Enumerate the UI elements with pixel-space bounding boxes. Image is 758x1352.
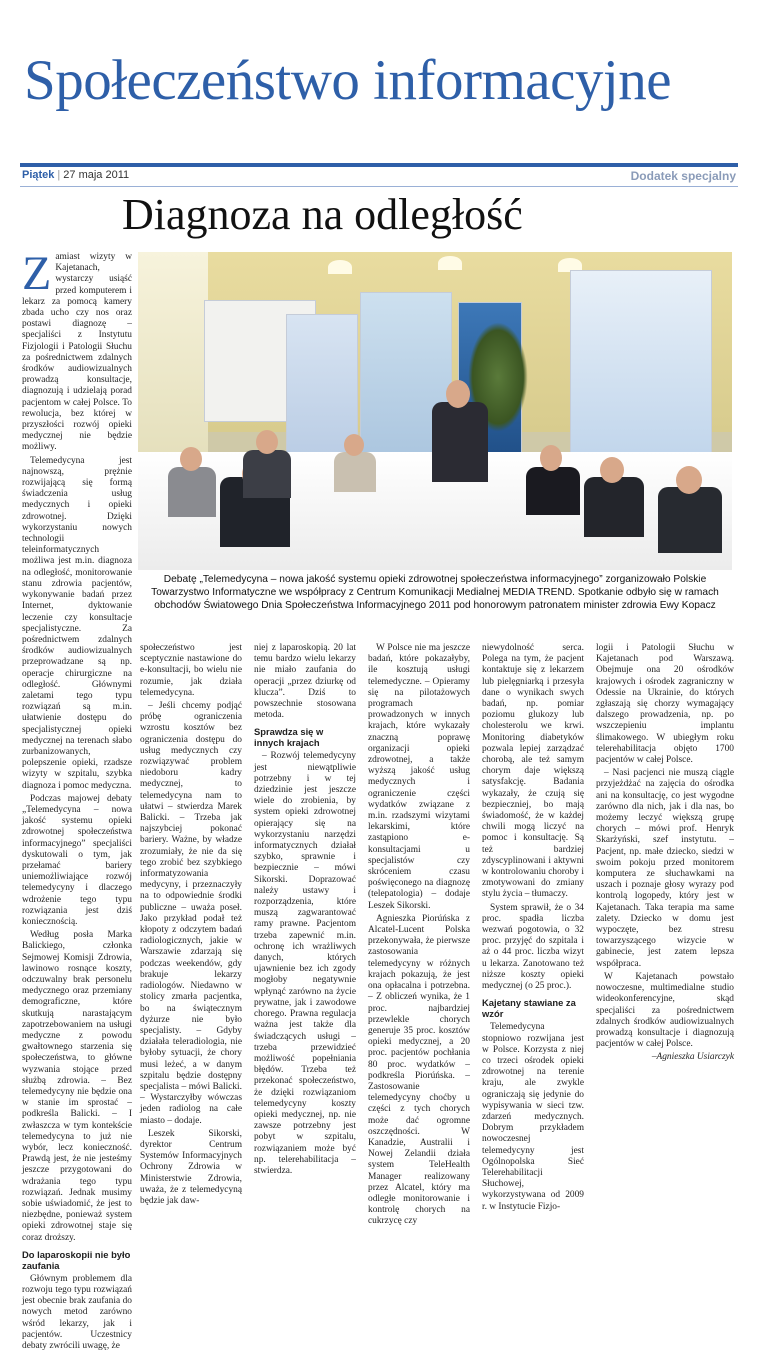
subheading: Do laparoskopii nie było zaufania <box>22 1248 131 1271</box>
article-column-2 <box>140 643 242 1206</box>
panelist <box>334 452 376 492</box>
paragraph: Leszek Sikorski, dyrektor Centrum Systemów Informacyjnych Ochrony Zdrowia w Ministerstwie Zdrowia, uważa, że z telemedycyną będzie jak daw- <box>140 1128 242 1206</box>
supplement-label: Dodatek specjalny <box>630 169 736 183</box>
photo-caption: Debatę „Telemedycyna – nowa jakość systemu opieki zdrowotnej społeczeństwa informacyjnego” zorganizowało Polskie Towarzystwo Informatyczne we współpracy z Centrum Komunikacji Medialnej MEDIA TREND. Spotkanie odbyło się w ramach obchodów Światowego Dnia Społeczeństwa Informacyjnego 2011 pod honorowym patronatem minister zdrowia Ewy Kopacz <box>151 574 719 611</box>
paragraph: Według posła Marka Balickiego, członka Sejmowej Komisji Zdrowia, lawinowo rosnące koszty, odczuwalny brak personelu medycznego oraz przemiany demograficzne, które skutkują narastającym zapotrzebowaniem na usługi medyczne z powodu gwałtownego starzenia się społeczeństwa, to główne wyzwania stojące przed służbą zdrowia. – Bez telemedycyny nie będzie ona w stanie im sprostać – podkreśla Balicki. – I zwłaszcza w tym kontekście telemedycyna to już nie wybór, lecz konieczność. Prawdą jest, że nie jesteśmy jeszcze przygotowani do wdrażania tego typu rozwiązań. Jednak musimy sobie uświadomić, że jest to niezbędne, ponieważ system opieki zdrowotnej staje się coraz droższy. <box>22 930 132 1243</box>
paragraph: System sprawił, że o 34 proc. spadła liczba wezwań pogotowia, o 32 proc. przyjęć do szpitala i aż o 44 proc. liczba wizyt u lekarza. Zanotowano też niższe koszty opieki medycznej (o 25 proc.). <box>482 902 584 992</box>
panelist <box>168 467 216 517</box>
photo-window <box>138 252 208 452</box>
subheading: Kajetany stawiane za wzór <box>482 997 576 1020</box>
panelist <box>243 450 291 498</box>
paragraph: W Kajetanach powstało nowoczesne, multimedialne studio wideokonferencyjne, skąd specjaliści za pośrednictwem zdalnych środków audiowizualnych prowadzą konsultacje i diagnozują pacjentów w całej Polsce. <box>596 971 734 1050</box>
ceiling-lamp-icon <box>328 260 352 274</box>
panelist-head <box>676 466 702 494</box>
paragraph: Podczas majowej debaty „Telemedycyna – nowa jakość systemu opieki zdrowotnej społeczeństwa informacyjnego” specjaliści dyskutowali o tym, jak przełamać bariery uniemożliwiające rozwój telemedycyny i dlaczego wdrożenie tego typu rozwiązania jest dziś koniecznością. <box>22 793 132 927</box>
panelist-head <box>600 457 624 483</box>
subheading: Sprawdza się w innych krajach <box>254 726 324 749</box>
dateline-separator: | <box>57 169 61 181</box>
author-signature: –Agnieszka Usiarczyk <box>651 1052 734 1063</box>
dropcap: Z <box>22 247 52 300</box>
paragraph: W Polsce nie ma jeszcze badań, które pokazałyby, ile kosztują usługi telemedyczne. – Opieramy się na pilotażowych programach prowadzonych w innych krajach, które wykazały znaczną poprawę organizacji opieki zdrowotnej, a także wyższą jakość usług medycznych i ograniczenie części wydatków związane z m.in. rzadszymi wizytami lekarskimi, które zastąpiono e-konsultacjami u specjalistów czy skróceniem czasu poświęconego na diagnozę (telepatologia) – dodaje Leszek Sikorski. <box>368 643 470 911</box>
paragraph: – Jeśli chcemy podjąć próbę ograniczenia wzrostu kosztów bez ograniczenia dostępu do usług medycznych czy rozwiązywać problem niedoboru kadry medycznej, to telemedycyna nam to ułatwi – stwierdza Marek Balicki. – Trzeba jak najszybciej pokonać bariery. Ważne, by władze zrozumiały, że nie da się tego zrobić bez szybkiego informatyzowania medycyny, i przeznaczyły na to odpowiednie środki publiczne – uważa poseł. Jako przykład podał też kłopoty z odczytem badań radiologicznych, jakie w Warszawie zdarzają się podczas weekendów, gdy brakuje lekarzy radiologów. Niedawno w stolicy zmarła pacjentka, bo na świątecznym dyżurze nie było specjalisty. – Gdyby działała teleradiologia, nie byłoby sytuacji, że chory musi leżeć, a w danym szpitalu będzie dostępny specjalista – mówi Balicki. – Wystarczyłby wówczas jeden radiolog na całe miasto – dodaje. <box>140 701 242 1126</box>
article-column-4 <box>368 643 470 1227</box>
speaker-head <box>446 380 470 408</box>
dateline <box>22 169 129 181</box>
article-column-3 <box>254 643 356 1176</box>
dateline-day: Piątek <box>22 169 55 181</box>
debate-photo <box>138 252 732 570</box>
header-rule <box>20 163 738 167</box>
article-column-1 <box>22 247 132 1352</box>
paragraph: amiast wizyty w Kajetanach, wystarczy usiąść przed komputerem i lekarz za pomocą kamery zbada ucho czy nos oraz postawi diagnozę – specjaliści z Instytutu Fizjologii i Patologii Słuchu za pośrednictwem zdalnych środków audiowizualnych prowadzą konsultacje, diagnozują i udzielają porad pacjentom w całej Polsce. To rewolucja, bez której w przyszłości rozwój opieki medycznej nie będzie możliwy. <box>22 252 132 453</box>
panelist-head <box>344 434 364 456</box>
paragraph: niej z laparoskopią. 20 lat temu bardzo wielu lekarzy nie miało zaufania do operacji „przez dziurkę od klucza”. Dziś to powszechnie stosowana metoda. <box>254 643 356 721</box>
paragraph: Agnieszka Piorúńska z Alcatel-Lucent Polska przekonywała, że pierwsze zastosowania telemedycyny w różnych krajach pokazują, że jest ona opłacalna i potrzebna. – Z obliczeń wynika, że 1 proc. najbardziej przewlekle chorych generuje 35 proc. kosztów opieki medycznej, a 20 proc. pacjentów pochłania 80 proc. wydatków – podkreśla Piorúńska. – Zastosowanie telemedycyny choćby u części z tych chorych może dać ogromne oszczędności. W Kanadzie, Australii i Nowej Zelandii działa system TeleHealth Manager realizowany przez Alcatel, który ma odległe monitorowanie i kontrolę chorych na cukrzycę czy <box>368 913 470 1227</box>
paragraph: logii i Patologii Słuchu w Kajetanach pod Warszawą. Obejmuje ona 20 ośrodków krajowych i ośrodek zagraniczny w Odessie na Ukrainie, do których zgłaszają się chorzy wymagający dalszego prowadzenia, np. po wszczepieniu implantu ślimakowego. W ubiegłym roku telerehabilitacja objęto 1700 pacjentów w całej Polsce. <box>596 643 734 766</box>
paragraph: Głównym problemem dla rozwoju tego typu rozwiązań jest obecnie brak zaufania do nowych metod zarówno wśród lekarzy, jak i pacjentów. Uczestnicy debaty zwrócili uwagę, że <box>22 1273 132 1352</box>
paragraph: niewydolność serca. Polega na tym, że pacjent kontaktuje się z lekarzem lub pielęgniarką i przesyła dane o wynikach swych badań, np. pomiar poziomu glukozy lub cholesterolu we krwi. Monitoring diabetyków pozwala lepiej zarządzać chorobą, ale też samym chorym daje większą satysfakcję. Badania wykazały, że czują się bezpieczniej, bo mają świadomość, że w każdej chwili mogą liczyć na pomoc i konsultację. Są też bardziej zdyscyplinowani i aktywni w kontrolowaniu choroby i zmotywowani do zmiany stylu życia – tłumaczy. <box>482 643 584 900</box>
article-column-5 <box>482 643 584 1212</box>
paragraph: – Rozwój telemedycyny jest niewątpliwie potrzebny i w tej dziedzinie jest jeszcze wiele do zrobienia, by system opieki zdrowotnej opierający się na wykorzystaniu narzędzi informatycznych działał szybko, sprawnie i bezpiecznie – mówi Sikorski. Doprazować należy ustawy i rozporządzenia, które muszą zagwarantować ramy prawne. Pacjentom trzeba zapewnić m.in. ochronę ich wrażliwych danych, których ujawnienie bez ich zgody mogłoby negatywnie wpłynąć zarówno na życie prywatne, jak i zawodowe chorego. Prawna regulacja ważna jest także dla świadczących usługi – trzeba przewidzieć możliwość popełniania błędów. Trzeba też przekonać społeczeństwo, że dzięki rozwiązaniom telemedycyny koszty opieki medycznej, np. nie zawsze potrzebny jest pobyt w szpitalu, rozwiązaniem może być np. telerehabilitacja – stwierdza. <box>254 751 356 1176</box>
paragraph: Telemedycyna jest najnowszą, prężnie rozwijającą się formą świadczenia usług medycznych i opieki zdrowotnej. Dzięki wykorzystaniu nowych technologii teleinformatycznych możliwa jest m.in. diagnoza na odległość, monitorowanie stanu zdrowia pacjentów, wykonywanie badań przez Internet, dyktowanie leczenie czy konsultacje specjalistyczne. Za pośrednictwem zdalnych środków audiowizualnych przeprowadzane są np. operacje chirurgiczne na odległość. Głównymi zaletami tego typu rozwiązań są m.in. ułatwienie dostępu do specjalistycznej opieki medycznej na terenach słabo zurbanizowanych, polepszenie opieki, rzadsze wizyty w szpitalu, szybka diagnoza i pomoc medyczna. <box>22 455 132 791</box>
article-headline: Diagnoza na odległość <box>122 190 523 239</box>
ceiling-lamp-icon <box>438 256 462 270</box>
panelist <box>658 487 722 553</box>
paragraph: społeczeństwo jest sceptycznie nastawione do e-konsultacji, bo wielu nie rozumie, jak działa telemedycyna. <box>140 643 242 698</box>
panelist <box>526 467 580 515</box>
panelist <box>584 477 644 537</box>
speaker-standing <box>432 402 488 482</box>
paragraph: – Nasi pacjenci nie muszą ciągle przyjeżdżać na zajęcia do ośrodka ani na konsultację, co jest wygodne zarówno dla nich, jak i dla nas, bo możemy leczyć większą grupę chorych – mówi prof. Henryk Skarżyński, szef instytutu. – Pacjent, np. małe dziecko, siedzi w swoim pokoju przed monitorem komputera ze słuchawkami na uszach i poznaje głosy wyrazy pod kontrolą logopedy, który jest w Kajetanach. Taka terapia ma same zalety. Dziecko w domu jest wypoczęte, bez stresu towarzyszącego wizycie w gabinecie, jest zatem lepsza współpraca. <box>596 768 734 969</box>
header-thin-rule <box>20 186 738 187</box>
paragraph: Telemedycyna stopniowo rozwijana jest w Polsce. Korzysta z niej co trzeci ośrodek opieki zdrowotnej na terenie kraju, ale zwykle ograniczają się jedynie do wypisywania w sieci tzw. zdarzeń medycznych. Dobrym przykładem nowoczesnej telemedycyny jest Ogólnopolska Sieć Telerehabilitacji Słuchowej, wykorzystywana od 2009 r. w Instytucie Fizjo- <box>482 1022 584 1212</box>
article-column-6 <box>596 643 734 1063</box>
panelist-head <box>256 430 278 454</box>
banner-izba <box>570 270 712 482</box>
section-title: Społeczeństwo informacyjne <box>24 49 672 112</box>
panelist-head <box>180 447 202 471</box>
panelist-head <box>540 445 562 471</box>
dateline-date: 27 maja 2011 <box>63 169 130 181</box>
